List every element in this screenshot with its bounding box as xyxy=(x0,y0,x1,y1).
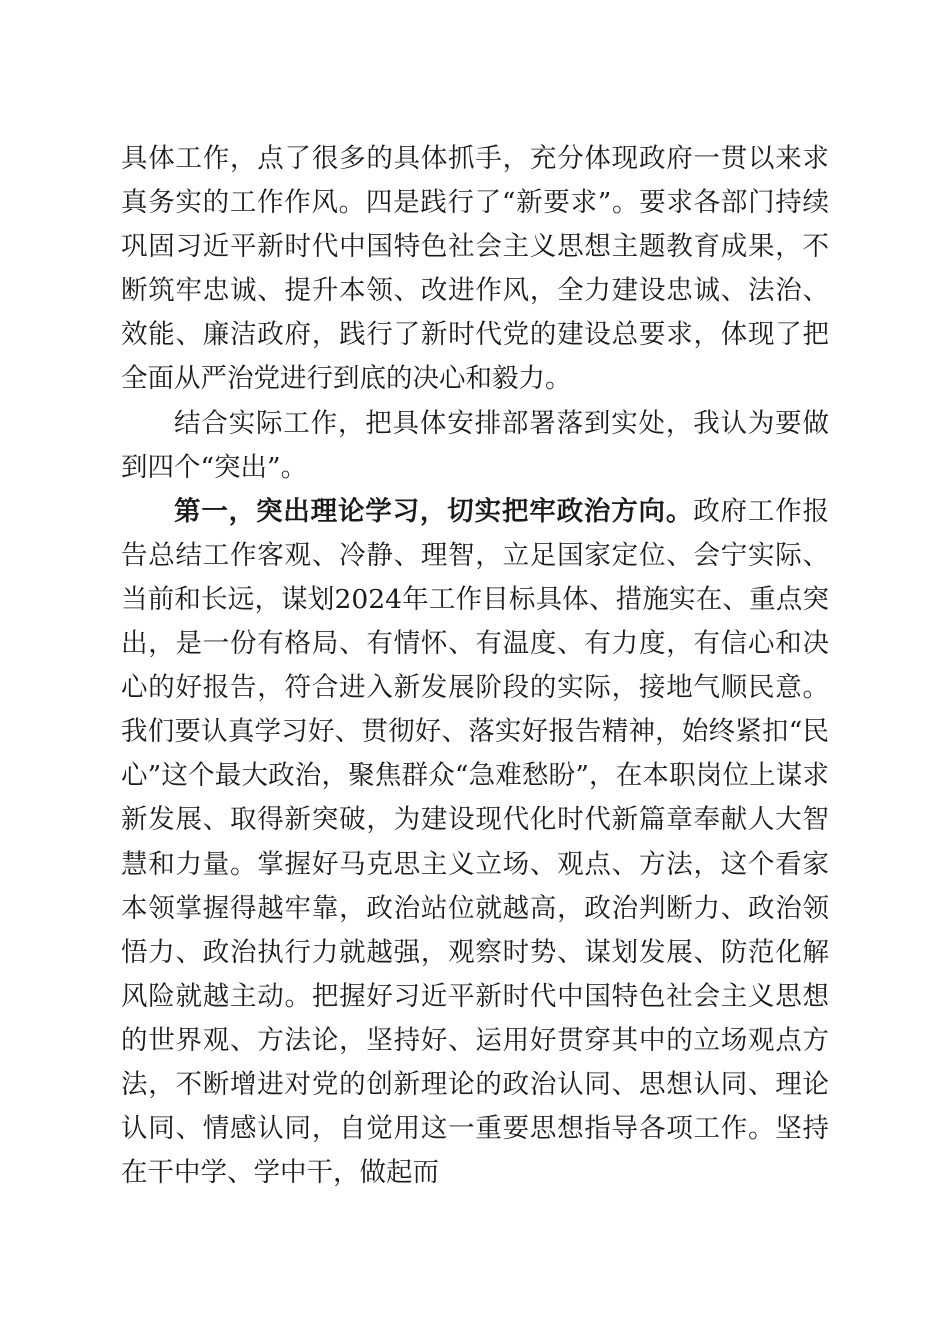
paragraph-2 xyxy=(121,402,829,490)
paragraph-3 xyxy=(121,490,829,1196)
paragraph-1 xyxy=(121,137,829,402)
paragraph-3-text: 政府工作报告总结工作客观、冷静、理智，立足国家定位、会宁实际、当前和长远，谋划2024年工作目标具体、措施实在、重点突出，是一份有格局、有情怀、有温度、有力度，有信心和决心的好报告，符合进入新发展阶段的实际，接地气顺民意。我们要认真学习好、贯彻好、落实好报告精神，始终紧扣“民心”这个最大政治，聚焦群众“急难愁盼”，在本职岗位上谋求新发展、取得新突破，为建设现代化时代新篇章奉献人大智慧和力量。掌握好马克思主义立场、观点、方法，这个看家本领掌握得越牢靠，政治站位就越高，政治判断力、政治领悟力、政治执行力就越强，观察时势、谋划发展、防范化解风险就越主动。把握好习近平新时代中国特色社会主义思想的世界观、方法论，坚持好、运用好贯穿其中的立场观点方法，不断增进对党的创新理论的政治认同、思想认同、理论认同、情感认同，自觉用这一重要思想指导各项工作。坚持在干中学、学中干，做起而 xyxy=(121,495,830,1189)
paragraph-3-heading: 第一，突出理论学习，切实把牢政治方向。 xyxy=(174,495,694,527)
paragraph-2-text: 结合实际工作，把具体安排部署落到实处，我认为要做到四个“突出”。 xyxy=(121,407,829,483)
paragraph-1-text: 具体工作，点了很多的具体抓手，充分体现政府一贯以来求真务实的工作作风。四是践行了“新要求”。要求各部门持续巩固习近平新时代中国特色社会主义思想主题教育成果，不断筑牢忠诚、提升本领、改进作风，全力建设忠诚、法治、效能、廉洁政府，践行了新时代党的建设总要求，体现了把全面从严治党进行到底的决心和毅力。 xyxy=(121,143,829,395)
document-body xyxy=(121,137,829,1195)
